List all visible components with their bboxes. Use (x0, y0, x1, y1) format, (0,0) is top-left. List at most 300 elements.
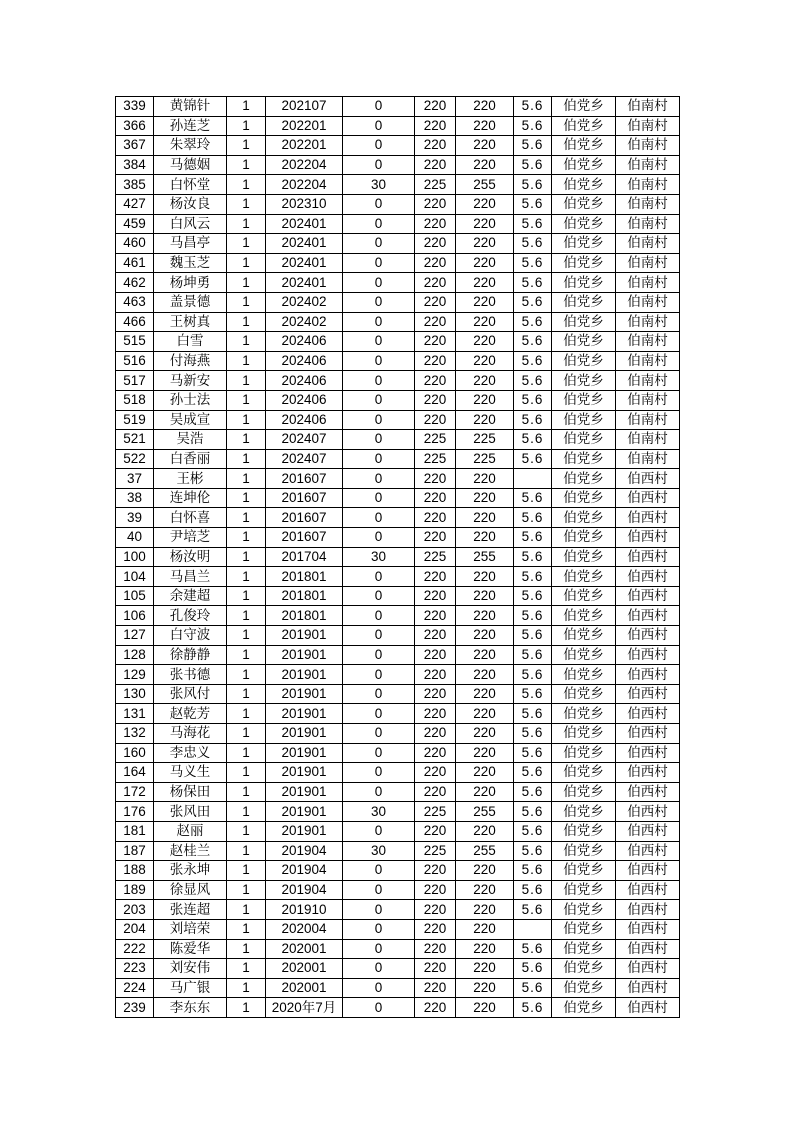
cell-village: 伯西村 (616, 821, 680, 841)
cell-name: 马广银 (154, 978, 227, 998)
cell-count: 1 (227, 488, 266, 508)
cell-township: 伯党乡 (552, 351, 616, 371)
cell-row-number: 367 (116, 136, 154, 156)
cell-rate: 5.6 (514, 763, 552, 783)
cell-count: 1 (227, 959, 266, 979)
cell-subsidy: 30 (343, 802, 415, 822)
cell-village: 伯西村 (616, 724, 680, 744)
table-row (116, 684, 680, 704)
cell-base-amount: 220 (415, 704, 456, 724)
cell-count: 1 (227, 645, 266, 665)
cell-start-date: 202407 (266, 430, 343, 450)
cell-total-amount: 220 (456, 861, 514, 881)
cell-count: 1 (227, 743, 266, 763)
cell-name: 徐静静 (154, 645, 227, 665)
data-table-container (115, 96, 680, 1018)
cell-base-amount: 220 (415, 528, 456, 548)
cell-name: 张书德 (154, 665, 227, 685)
cell-start-date: 202310 (266, 194, 343, 214)
cell-name: 付海燕 (154, 351, 227, 371)
cell-name: 马海花 (154, 724, 227, 744)
table-row (116, 155, 680, 175)
cell-name: 李东东 (154, 998, 227, 1018)
cell-name: 刘安伟 (154, 959, 227, 979)
table-row (116, 606, 680, 626)
cell-base-amount: 225 (415, 449, 456, 469)
cell-count: 1 (227, 390, 266, 410)
cell-row-number: 105 (116, 586, 154, 606)
cell-base-amount: 220 (415, 724, 456, 744)
cell-row-number: 463 (116, 292, 154, 312)
cell-count: 1 (227, 253, 266, 273)
cell-row-number: 160 (116, 743, 154, 763)
cell-village: 伯西村 (616, 626, 680, 646)
cell-base-amount: 220 (415, 194, 456, 214)
cell-row-number: 188 (116, 861, 154, 881)
cell-total-amount: 220 (456, 978, 514, 998)
cell-township: 伯党乡 (552, 998, 616, 1018)
cell-rate: 5.6 (514, 645, 552, 665)
cell-count: 1 (227, 782, 266, 802)
cell-row-number: 384 (116, 155, 154, 175)
cell-base-amount: 220 (415, 645, 456, 665)
cell-name: 杨汝良 (154, 194, 227, 214)
cell-township: 伯党乡 (552, 175, 616, 195)
cell-base-amount: 220 (415, 155, 456, 175)
cell-start-date: 201901 (266, 743, 343, 763)
cell-count: 1 (227, 116, 266, 136)
cell-row-number: 522 (116, 449, 154, 469)
cell-name: 徐显风 (154, 880, 227, 900)
cell-name: 王树真 (154, 312, 227, 332)
cell-subsidy: 0 (343, 253, 415, 273)
cell-subsidy: 0 (343, 606, 415, 626)
cell-start-date: 202401 (266, 234, 343, 254)
cell-total-amount: 220 (456, 606, 514, 626)
cell-count: 1 (227, 684, 266, 704)
cell-base-amount: 220 (415, 939, 456, 959)
cell-base-amount: 220 (415, 508, 456, 528)
cell-row-number: 466 (116, 312, 154, 332)
cell-row-number: 427 (116, 194, 154, 214)
cell-name: 白怀喜 (154, 508, 227, 528)
cell-count: 1 (227, 900, 266, 920)
cell-subsidy: 0 (343, 155, 415, 175)
cell-row-number: 460 (116, 234, 154, 254)
cell-base-amount: 225 (415, 802, 456, 822)
cell-name: 马新安 (154, 371, 227, 391)
cell-total-amount: 220 (456, 567, 514, 587)
cell-start-date: 201910 (266, 900, 343, 920)
cell-base-amount: 220 (415, 782, 456, 802)
cell-total-amount: 255 (456, 802, 514, 822)
cell-row-number: 129 (116, 665, 154, 685)
cell-subsidy: 0 (343, 939, 415, 959)
cell-count: 1 (227, 234, 266, 254)
cell-start-date: 201901 (266, 821, 343, 841)
cell-base-amount: 220 (415, 861, 456, 881)
cell-base-amount: 220 (415, 959, 456, 979)
table-row (116, 978, 680, 998)
cell-rate: 5.6 (514, 880, 552, 900)
cell-rate: 5.6 (514, 430, 552, 450)
cell-township: 伯党乡 (552, 900, 616, 920)
cell-row-number: 462 (116, 273, 154, 293)
cell-village: 伯西村 (616, 939, 680, 959)
cell-name: 白香丽 (154, 449, 227, 469)
cell-total-amount: 220 (456, 998, 514, 1018)
cell-rate: 5.6 (514, 606, 552, 626)
cell-township: 伯党乡 (552, 292, 616, 312)
cell-subsidy: 0 (343, 919, 415, 939)
cell-total-amount: 220 (456, 508, 514, 528)
table-row (116, 939, 680, 959)
cell-name: 朱翠玲 (154, 136, 227, 156)
cell-village: 伯西村 (616, 645, 680, 665)
cell-rate: 5.6 (514, 292, 552, 312)
cell-count: 1 (227, 841, 266, 861)
cell-name: 白风云 (154, 214, 227, 234)
cell-start-date: 202406 (266, 410, 343, 430)
cell-name: 赵丽 (154, 821, 227, 841)
cell-base-amount: 220 (415, 606, 456, 626)
table-row (116, 626, 680, 646)
cell-subsidy: 0 (343, 234, 415, 254)
cell-row-number: 519 (116, 410, 154, 430)
cell-base-amount: 225 (415, 175, 456, 195)
cell-township: 伯党乡 (552, 743, 616, 763)
cell-village: 伯西村 (616, 508, 680, 528)
cell-subsidy: 0 (343, 978, 415, 998)
cell-total-amount: 220 (456, 97, 514, 117)
cell-total-amount: 220 (456, 939, 514, 959)
cell-township: 伯党乡 (552, 136, 616, 156)
cell-row-number: 104 (116, 567, 154, 587)
cell-village: 伯西村 (616, 567, 680, 587)
cell-total-amount: 220 (456, 214, 514, 234)
cell-count: 1 (227, 880, 266, 900)
cell-village: 伯西村 (616, 528, 680, 548)
cell-count: 1 (227, 586, 266, 606)
cell-name: 连坤伦 (154, 488, 227, 508)
cell-total-amount: 220 (456, 528, 514, 548)
cell-village: 伯南村 (616, 371, 680, 391)
cell-subsidy: 0 (343, 567, 415, 587)
cell-township: 伯党乡 (552, 332, 616, 352)
cell-subsidy: 0 (343, 194, 415, 214)
cell-start-date: 201901 (266, 724, 343, 744)
cell-township: 伯党乡 (552, 547, 616, 567)
cell-village: 伯南村 (616, 155, 680, 175)
cell-township: 伯党乡 (552, 273, 616, 293)
cell-township: 伯党乡 (552, 919, 616, 939)
table-row (116, 880, 680, 900)
table-row (116, 724, 680, 744)
table-row (116, 234, 680, 254)
cell-township: 伯党乡 (552, 626, 616, 646)
cell-village: 伯南村 (616, 351, 680, 371)
table-row (116, 253, 680, 273)
cell-village: 伯南村 (616, 312, 680, 332)
cell-start-date: 202001 (266, 939, 343, 959)
cell-rate: 5.6 (514, 253, 552, 273)
cell-start-date: 202406 (266, 351, 343, 371)
cell-row-number: 187 (116, 841, 154, 861)
cell-total-amount: 220 (456, 253, 514, 273)
cell-row-number: 521 (116, 430, 154, 450)
cell-row-number: 39 (116, 508, 154, 528)
cell-name: 马昌兰 (154, 567, 227, 587)
cell-township: 伯党乡 (552, 704, 616, 724)
cell-name: 马德姻 (154, 155, 227, 175)
cell-name: 张连超 (154, 900, 227, 920)
cell-township: 伯党乡 (552, 821, 616, 841)
cell-count: 1 (227, 978, 266, 998)
cell-total-amount: 220 (456, 351, 514, 371)
cell-village: 伯西村 (616, 841, 680, 861)
cell-base-amount: 220 (415, 586, 456, 606)
cell-count: 1 (227, 312, 266, 332)
cell-base-amount: 220 (415, 273, 456, 293)
cell-village: 伯南村 (616, 194, 680, 214)
cell-rate: 5.6 (514, 939, 552, 959)
cell-subsidy: 0 (343, 430, 415, 450)
cell-start-date: 201904 (266, 841, 343, 861)
cell-row-number: 40 (116, 528, 154, 548)
cell-subsidy: 30 (343, 175, 415, 195)
cell-start-date: 202001 (266, 959, 343, 979)
cell-base-amount: 220 (415, 136, 456, 156)
cell-start-date: 202402 (266, 292, 343, 312)
cell-base-amount: 225 (415, 841, 456, 861)
cell-name: 张风田 (154, 802, 227, 822)
cell-rate: 5.6 (514, 861, 552, 881)
cell-rate: 5.6 (514, 371, 552, 391)
cell-start-date: 202001 (266, 978, 343, 998)
cell-subsidy: 0 (343, 371, 415, 391)
cell-name: 李忠义 (154, 743, 227, 763)
cell-row-number: 204 (116, 919, 154, 939)
cell-subsidy: 0 (343, 449, 415, 469)
cell-start-date: 202201 (266, 136, 343, 156)
cell-count: 1 (227, 449, 266, 469)
table-row (116, 821, 680, 841)
cell-name: 杨汝明 (154, 547, 227, 567)
cell-village: 伯西村 (616, 978, 680, 998)
cell-row-number: 515 (116, 332, 154, 352)
cell-township: 伯党乡 (552, 841, 616, 861)
cell-total-amount: 220 (456, 371, 514, 391)
cell-name: 白雪 (154, 332, 227, 352)
cell-name: 张永坤 (154, 861, 227, 881)
cell-row-number: 164 (116, 763, 154, 783)
cell-start-date: 202406 (266, 371, 343, 391)
cell-township: 伯党乡 (552, 116, 616, 136)
table-row (116, 508, 680, 528)
cell-subsidy: 0 (343, 273, 415, 293)
cell-rate: 5.6 (514, 782, 552, 802)
cell-base-amount: 220 (415, 821, 456, 841)
cell-rate: 5.6 (514, 332, 552, 352)
cell-township: 伯党乡 (552, 880, 616, 900)
cell-township: 伯党乡 (552, 430, 616, 450)
cell-subsidy: 0 (343, 724, 415, 744)
cell-subsidy: 0 (343, 528, 415, 548)
cell-rate: 5.6 (514, 214, 552, 234)
cell-township: 伯党乡 (552, 97, 616, 117)
cell-township: 伯党乡 (552, 371, 616, 391)
cell-rate: 5.6 (514, 665, 552, 685)
cell-row-number: 181 (116, 821, 154, 841)
cell-subsidy: 0 (343, 351, 415, 371)
cell-total-amount: 220 (456, 292, 514, 312)
cell-name: 黄锦针 (154, 97, 227, 117)
table-row (116, 292, 680, 312)
cell-name: 盖景德 (154, 292, 227, 312)
cell-rate: 5.6 (514, 684, 552, 704)
cell-count: 1 (227, 665, 266, 685)
cell-count: 1 (227, 802, 266, 822)
cell-subsidy: 0 (343, 821, 415, 841)
cell-total-amount: 220 (456, 234, 514, 254)
cell-village: 伯西村 (616, 547, 680, 567)
cell-base-amount: 220 (415, 880, 456, 900)
cell-village: 伯南村 (616, 430, 680, 450)
cell-start-date: 201607 (266, 488, 343, 508)
cell-subsidy: 0 (343, 312, 415, 332)
cell-name: 孙士法 (154, 390, 227, 410)
table-row (116, 273, 680, 293)
cell-township: 伯党乡 (552, 684, 616, 704)
cell-count: 1 (227, 821, 266, 841)
cell-total-amount: 220 (456, 273, 514, 293)
table-row (116, 763, 680, 783)
cell-township: 伯党乡 (552, 586, 616, 606)
cell-start-date: 201901 (266, 802, 343, 822)
cell-subsidy: 0 (343, 586, 415, 606)
cell-subsidy: 0 (343, 116, 415, 136)
cell-township: 伯党乡 (552, 861, 616, 881)
cell-village: 伯南村 (616, 253, 680, 273)
cell-row-number: 131 (116, 704, 154, 724)
cell-village: 伯西村 (616, 763, 680, 783)
cell-subsidy: 0 (343, 998, 415, 1018)
cell-count: 1 (227, 273, 266, 293)
cell-base-amount: 220 (415, 371, 456, 391)
cell-row-number: 222 (116, 939, 154, 959)
cell-name: 尹培芝 (154, 528, 227, 548)
cell-start-date: 201901 (266, 782, 343, 802)
table-row (116, 136, 680, 156)
cell-village: 伯南村 (616, 214, 680, 234)
cell-subsidy: 0 (343, 645, 415, 665)
cell-row-number: 385 (116, 175, 154, 195)
cell-village: 伯南村 (616, 449, 680, 469)
cell-village: 伯南村 (616, 97, 680, 117)
cell-start-date: 202204 (266, 175, 343, 195)
cell-row-number: 189 (116, 880, 154, 900)
cell-rate: 5.6 (514, 626, 552, 646)
cell-base-amount: 220 (415, 919, 456, 939)
cell-total-amount: 255 (456, 175, 514, 195)
cell-total-amount: 225 (456, 449, 514, 469)
cell-start-date: 201904 (266, 880, 343, 900)
cell-rate: 5.6 (514, 508, 552, 528)
cell-base-amount: 220 (415, 351, 456, 371)
cell-township: 伯党乡 (552, 782, 616, 802)
table-row (116, 802, 680, 822)
cell-village: 伯西村 (616, 861, 680, 881)
cell-township: 伯党乡 (552, 390, 616, 410)
cell-village: 伯西村 (616, 743, 680, 763)
cell-rate: 5.6 (514, 410, 552, 430)
cell-rate: 5.6 (514, 704, 552, 724)
cell-township: 伯党乡 (552, 665, 616, 685)
cell-base-amount: 220 (415, 97, 456, 117)
cell-village: 伯南村 (616, 390, 680, 410)
cell-count: 1 (227, 567, 266, 587)
cell-count: 1 (227, 528, 266, 548)
cell-count: 1 (227, 410, 266, 430)
cell-base-amount: 220 (415, 665, 456, 685)
cell-count: 1 (227, 97, 266, 117)
cell-start-date: 201801 (266, 606, 343, 626)
cell-village: 伯西村 (616, 704, 680, 724)
cell-village: 伯西村 (616, 488, 680, 508)
cell-total-amount: 220 (456, 410, 514, 430)
cell-total-amount: 220 (456, 390, 514, 410)
cell-total-amount: 220 (456, 684, 514, 704)
cell-base-amount: 220 (415, 684, 456, 704)
cell-total-amount: 220 (456, 959, 514, 979)
cell-start-date: 201801 (266, 586, 343, 606)
cell-village: 伯西村 (616, 802, 680, 822)
cell-name: 孔俊玲 (154, 606, 227, 626)
cell-township: 伯党乡 (552, 645, 616, 665)
cell-subsidy: 30 (343, 547, 415, 567)
cell-name: 孙连芝 (154, 116, 227, 136)
table-row (116, 586, 680, 606)
cell-village: 伯南村 (616, 175, 680, 195)
cell-village: 伯西村 (616, 606, 680, 626)
cell-township: 伯党乡 (552, 763, 616, 783)
cell-count: 1 (227, 214, 266, 234)
cell-village: 伯西村 (616, 684, 680, 704)
table-row (116, 743, 680, 763)
cell-township: 伯党乡 (552, 214, 616, 234)
cell-count: 1 (227, 194, 266, 214)
cell-village: 伯西村 (616, 900, 680, 920)
table-row (116, 312, 680, 332)
cell-rate: 5.6 (514, 900, 552, 920)
cell-count: 1 (227, 547, 266, 567)
cell-total-amount: 220 (456, 645, 514, 665)
cell-start-date: 202401 (266, 253, 343, 273)
cell-rate: 5.6 (514, 821, 552, 841)
cell-subsidy: 0 (343, 508, 415, 528)
cell-township: 伯党乡 (552, 449, 616, 469)
cell-subsidy: 0 (343, 390, 415, 410)
cell-count: 1 (227, 155, 266, 175)
cell-base-amount: 220 (415, 332, 456, 352)
table-row (116, 919, 680, 939)
cell-township: 伯党乡 (552, 253, 616, 273)
cell-village: 伯南村 (616, 116, 680, 136)
cell-rate: 5.6 (514, 841, 552, 861)
cell-row-number: 203 (116, 900, 154, 920)
cell-subsidy: 0 (343, 136, 415, 156)
cell-township: 伯党乡 (552, 606, 616, 626)
